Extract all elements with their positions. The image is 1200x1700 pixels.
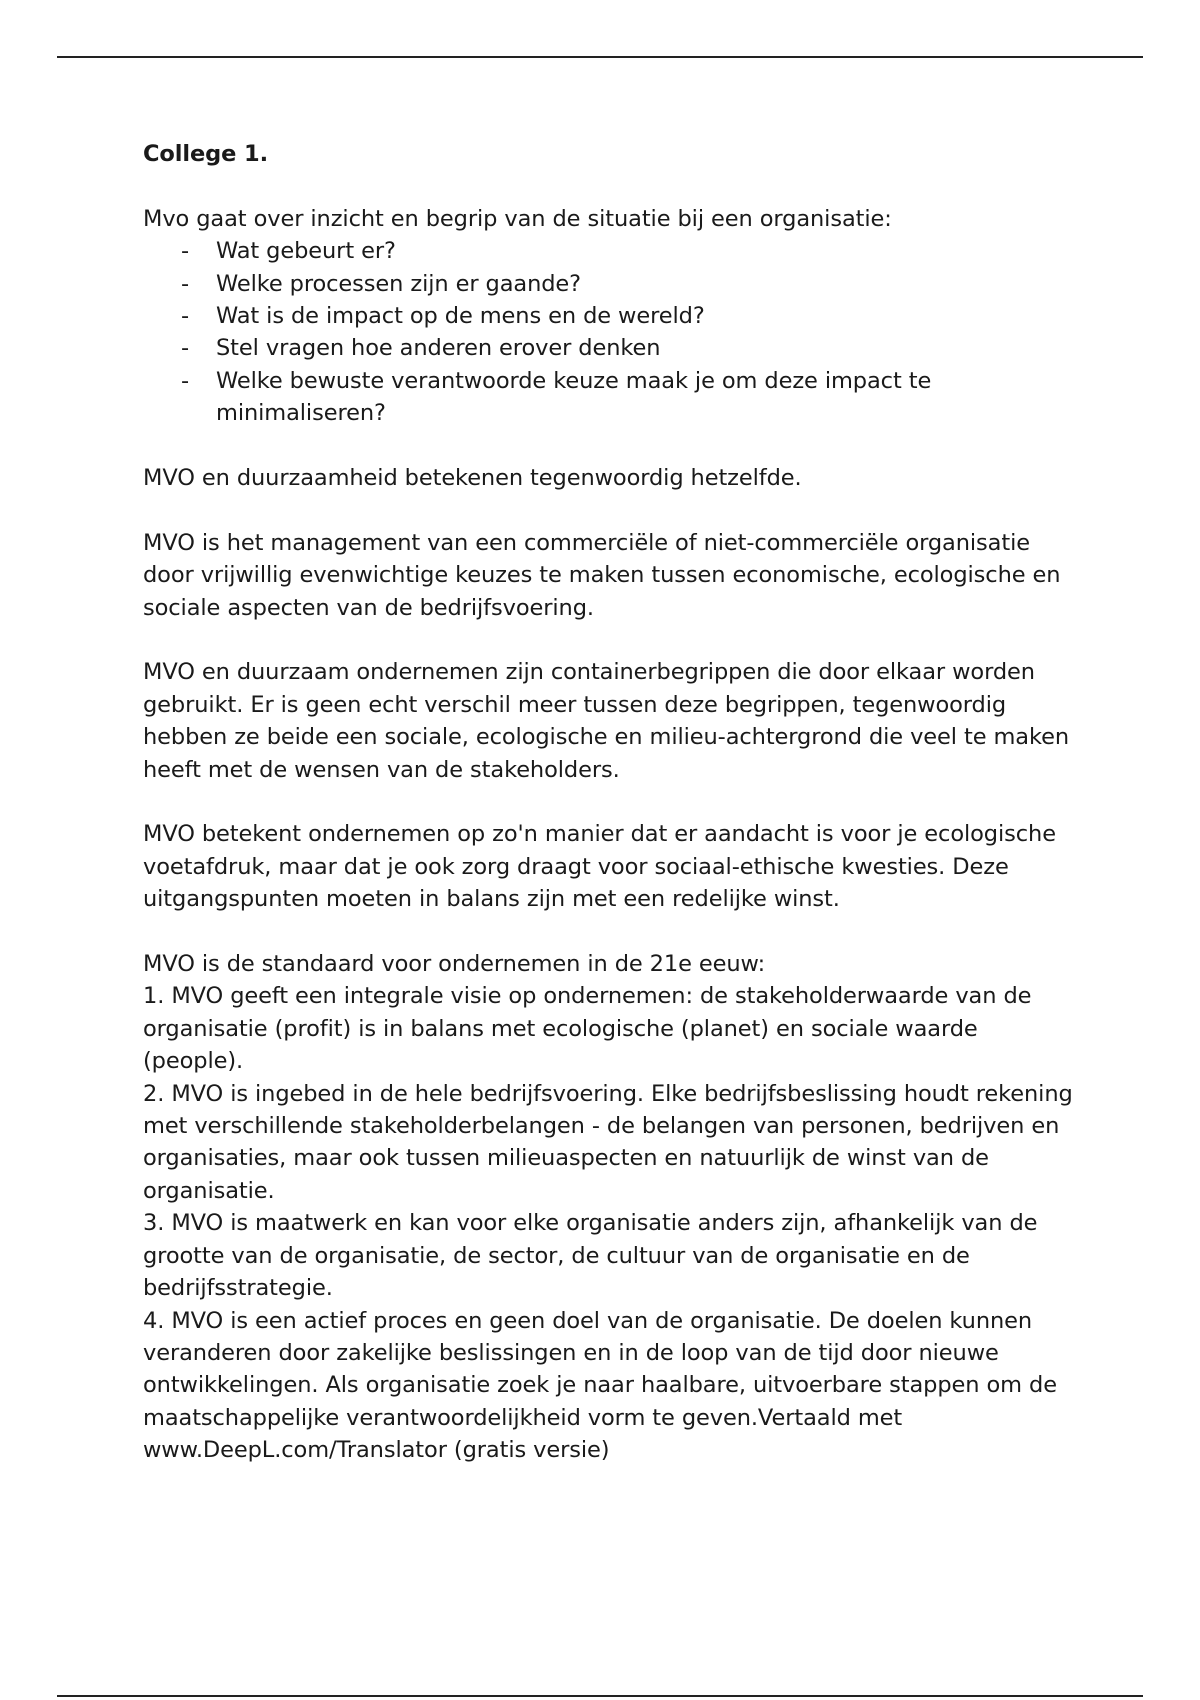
spacer [143, 430, 1083, 462]
numbered-item: 2. MVO is ingebed in de hele bedrijfsvoering. Elke bedrijfsbeslissing houdt rekening met verschillende stakeholderbelangen - de belangen van personen, bedrijven en organisaties, maar ook tussen milieuaspecten en natuurlijk de winst van de organisatie. [143, 1080, 1073, 1204]
top-divider [57, 56, 1143, 58]
bullet-dash: - [181, 335, 190, 362]
list-item-text: Wat is de impact op de mens en de wereld? [216, 303, 705, 329]
bullet-dash: - [181, 270, 190, 297]
numbered-item: 3. MVO is maatwerk en kan voor elke organisatie anders zijn, afhankelijk van de grootte van de organisatie, de sector, de cultuur van de organisatie en de bedrijfsstrategie. [143, 1210, 1038, 1302]
list-item [143, 235, 1016, 267]
paragraph: MVO is de standaard voor ondernemen in de 21e eeuw: [143, 951, 766, 978]
list-item [143, 268, 1016, 300]
list-item-text: Stel vragen hoe anderen erover denken [216, 335, 661, 362]
document-heading: College 1. [143, 141, 269, 167]
spacer [143, 170, 1083, 202]
list-item-text: Welke processen zijn er gaande? [216, 270, 582, 297]
spacer [143, 916, 1083, 948]
numbered-item: 1. MVO geeft een integrale visie op ondernemen: de stakeholderwaarde van de organisatie (profit) is in balans met ecologische (planet) en sociale waarde (people). [143, 983, 1032, 1075]
intro-paragraph: Mvo gaat over inzicht en begrip van de situatie bij een organisatie: [143, 205, 892, 232]
list-item-text: Wat gebeurt er? [216, 238, 396, 265]
spacer [143, 494, 1083, 526]
numbered-item: 4. MVO is een actief proces en geen doel van de organisatie. De doelen kunnen veranderen door zakelijke beslissingen en in de loop van de tijd door nieuwe ontwikkelingen. Als organisatie zoek je naar haalbare, uitvoerbare stappen om de maatschappelijke verantwoordelijkheid vorm te geven.Vertaald met www.DeepL.com/Translator (gratis versie) [143, 1307, 1057, 1464]
spacer [143, 786, 1083, 818]
list-item [143, 300, 1016, 332]
question-list [143, 235, 1083, 429]
spacer [143, 624, 1083, 656]
list-item [143, 365, 1016, 430]
paragraph: MVO en duurzaam ondernemen zijn containerbegrippen die door elkaar worden gebruikt. Er is geen echt verschil meer tussen deze begrippen, tegenwoordig hebben ze beide een sociale, ecologische en milieu-achtergrond die veel te maken heeft met de wensen van de stakeholders. [143, 659, 1070, 783]
bullet-dash: - [181, 238, 190, 265]
paragraph: MVO en duurzaamheid betekenen tegenwoordig hetzelfde. [143, 465, 802, 492]
paragraph: MVO betekent ondernemen op zo'n manier dat er aandacht is voor je ecologische voetafdruk, maar dat je ook zorg draagt voor sociaal-ethische kwesties. Deze uitgangspunten moeten in balans zijn met een redelijke winst. [143, 821, 1056, 913]
document-body [143, 138, 1083, 1467]
list-item [143, 332, 1016, 364]
bullet-dash: - [181, 367, 190, 394]
bottom-divider [57, 1695, 1143, 1697]
paragraph: MVO is het management van een commerciële of niet-commerciële organisatie door vrijwillig evenwichtige keuzes te maken tussen economische, ecologische en sociale aspecten van de bedrijfsvoering. [143, 529, 1061, 621]
numbered-list [143, 980, 1083, 1466]
list-item-text: Welke bewuste verantwoorde keuze maak je om deze impact te minimaliseren? [216, 367, 932, 427]
bullet-dash: - [181, 303, 190, 329]
